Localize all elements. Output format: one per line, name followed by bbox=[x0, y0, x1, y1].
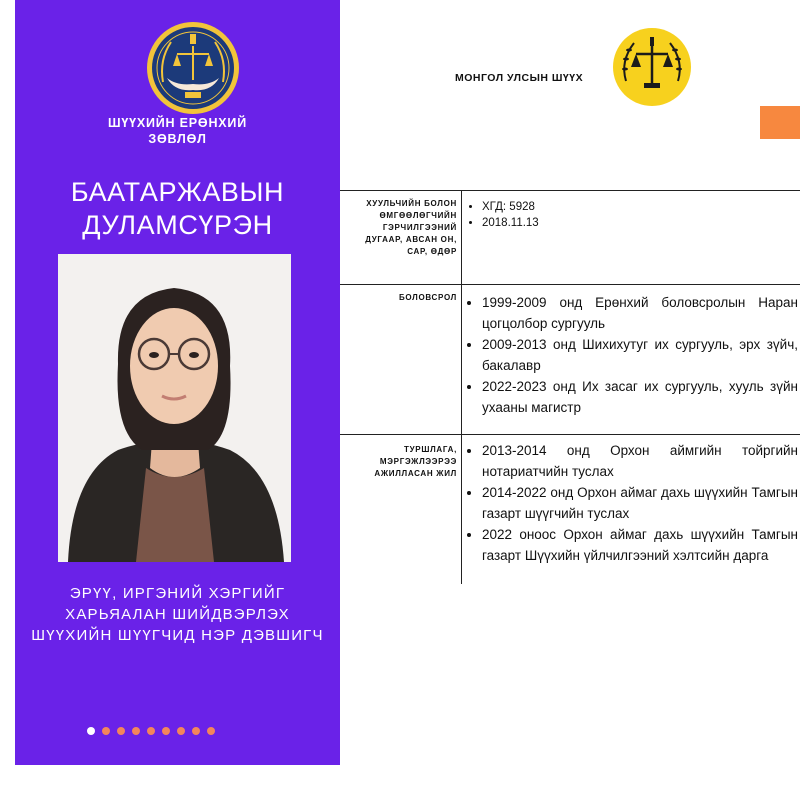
pagination-dot[interactable] bbox=[147, 727, 155, 735]
list-item: • 2009-2013 онд Шихихутуг их сургууль, эрх зүйч, бакалавр bbox=[482, 334, 798, 376]
row-divider bbox=[340, 190, 800, 191]
row-label-line: ТУРШЛАГА, bbox=[404, 445, 457, 454]
candidate-surname: БААТАРЖАВЫН bbox=[70, 177, 285, 207]
list-item: • 2018.11.13 bbox=[482, 215, 798, 231]
pagination-dot[interactable] bbox=[177, 727, 185, 735]
row-label bbox=[340, 444, 457, 480]
caption-line: ШҮҮХИЙН ШҮҮГЧИД НЭР ДЭВШИГЧ bbox=[31, 627, 324, 644]
row-label-line: АЖИЛЛАСАН ЖИЛ bbox=[374, 469, 457, 478]
row-divider bbox=[340, 284, 800, 285]
pagination-dot[interactable] bbox=[102, 727, 110, 735]
candidate-given-name: ДУЛАМСҮРЭН bbox=[82, 210, 273, 240]
candidate-photo bbox=[58, 254, 291, 562]
list-item: • ХГД: 5928 bbox=[482, 199, 798, 215]
candidate-caption bbox=[15, 583, 340, 646]
pagination-dots bbox=[87, 727, 215, 735]
candidate-name bbox=[15, 176, 340, 242]
caption-line: ХАРЬЯАЛАН ШИЙДВЭРЛЭХ bbox=[65, 606, 290, 623]
left-panel bbox=[15, 0, 340, 765]
pagination-dot[interactable] bbox=[192, 727, 200, 735]
row-label-line: ӨМГӨӨЛӨГЧИЙН bbox=[379, 211, 457, 220]
council-name-line: ЗӨВЛӨЛ bbox=[148, 132, 207, 146]
council-emblem-logo bbox=[145, 20, 241, 116]
row-label bbox=[340, 292, 457, 304]
info-row-education bbox=[340, 292, 800, 434]
row-label-line: САР, ӨДӨР bbox=[407, 247, 457, 256]
list-item: • 2014-2022 онд Орхон аймаг дахь шүүхийн Тамгын газарт шүүгчийн туслах bbox=[482, 482, 798, 524]
row-label-line: БОЛОВСРОЛ bbox=[398, 293, 457, 302]
row-divider bbox=[340, 434, 800, 435]
pagination-dot[interactable] bbox=[87, 727, 95, 735]
caption-line: ЭРҮҮ, ИРГЭНИЙ ХЭРГИЙГ bbox=[69, 585, 286, 602]
council-name-line: ШҮҮХИЙН ЕРӨНХИЙ bbox=[107, 116, 247, 130]
list-item: • 2013-2014 онд Орхон аймгийн тойргийн нотариатчийн туслах bbox=[482, 440, 798, 482]
list-item: • 2022-2023 онд Их засаг их сургууль, хууль зүйн ухааны магистр bbox=[482, 376, 798, 418]
pagination-dot[interactable] bbox=[162, 727, 170, 735]
council-name bbox=[15, 115, 340, 147]
court-emblem-logo bbox=[612, 27, 692, 107]
row-items bbox=[468, 292, 798, 418]
row-label-line: МЭРГЭЖЛЭЭРЭЭ bbox=[379, 457, 457, 466]
row-items bbox=[468, 199, 798, 231]
info-row-license bbox=[340, 198, 800, 284]
pagination-dot[interactable] bbox=[207, 727, 215, 735]
pagination-dot[interactable] bbox=[117, 727, 125, 735]
pagination-dot[interactable] bbox=[132, 727, 140, 735]
row-label-line: ДУГААР, АВСАН ОН, bbox=[365, 235, 457, 244]
decorative-orange-square bbox=[760, 106, 800, 139]
row-label-line: ХУУЛЬЧИЙН БОЛОН bbox=[366, 199, 457, 208]
court-label: МОНГОЛ УЛСЫН ШҮҮХ bbox=[455, 72, 584, 84]
row-items bbox=[468, 440, 798, 566]
row-label bbox=[340, 198, 457, 258]
row-label-line: ГЭРЧИЛГЭЭНИЙ bbox=[382, 223, 457, 232]
info-row-experience bbox=[340, 440, 800, 590]
list-item: • 2022 оноос Орхон аймаг дахь шүүхийн Тамгын газарт Шүүхийн үйлчилгээний хэлтсийн дарга bbox=[482, 524, 798, 566]
list-item: • 1999-2009 онд Ерөнхий боловсролын Наран цогцолбор сургууль bbox=[482, 292, 798, 334]
